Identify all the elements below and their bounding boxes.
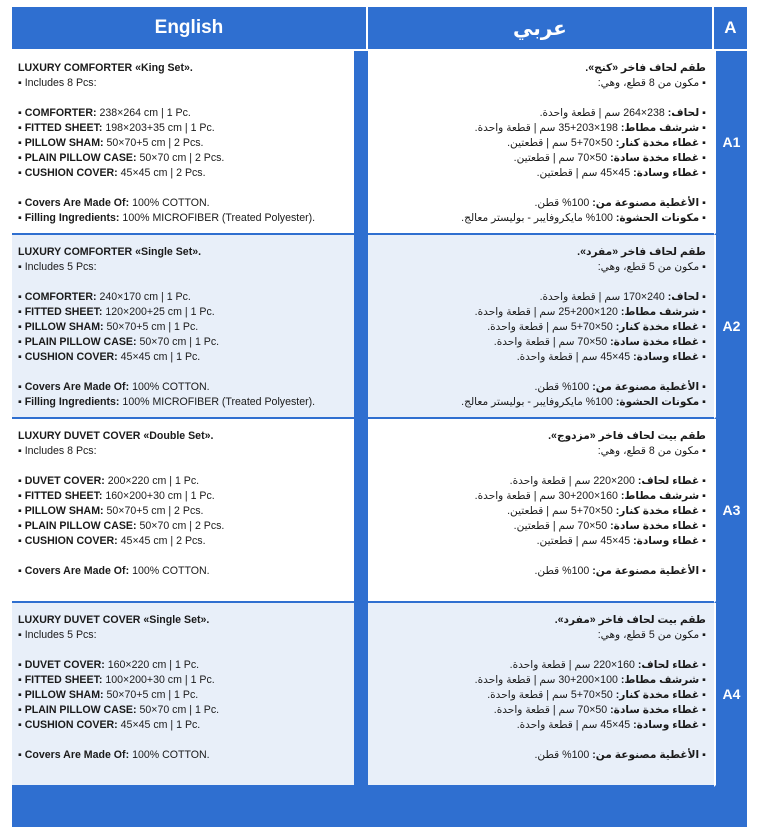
bullet-icon: ▪ xyxy=(18,396,25,408)
material-line xyxy=(374,196,706,211)
item-line xyxy=(374,718,706,733)
bullet-icon: ▪ xyxy=(699,261,706,273)
cell-arabic xyxy=(368,419,714,603)
item-label: FITTED SHEET: xyxy=(24,122,103,134)
item-label: غطاء مخدة كنار: xyxy=(615,137,700,149)
item-label: غطاء مخدة سادة: xyxy=(610,704,700,716)
bullet-icon: ▪ xyxy=(18,659,25,671)
bullet-icon: ▪ xyxy=(699,719,706,731)
item-line xyxy=(18,335,348,350)
item-value: 45×45 cm | 2 Pcs. xyxy=(120,167,206,179)
item-line xyxy=(374,534,706,549)
item-value: 100×200+30 سم | قطعة واحدة. xyxy=(474,674,618,686)
item-label: شرشف مطاط: xyxy=(620,490,700,502)
cell-arabic xyxy=(368,51,714,235)
item-label: غطاء مخدة سادة: xyxy=(610,152,700,164)
item-label: لحاف: xyxy=(667,291,700,303)
item-label: PILLOW SHAM: xyxy=(24,505,104,517)
item-label: غطاء مخدة كنار: xyxy=(615,505,700,517)
set-title: LUXURY DUVET COVER «Single Set». xyxy=(18,614,210,626)
includes-line xyxy=(374,444,706,459)
bullet-icon: ▪ xyxy=(699,445,706,457)
item-label: PLAIN PILLOW CASE: xyxy=(24,152,137,164)
item-line xyxy=(374,504,706,519)
spec-table xyxy=(12,7,747,787)
item-label: شرشف مطاط: xyxy=(620,674,700,686)
item-value: 45×45 سم | قطعة واحدة. xyxy=(516,719,631,731)
bullet-icon: ▪ xyxy=(699,152,706,164)
table-row xyxy=(12,51,747,235)
item-value: 200×220 cm | 1 Pc. xyxy=(107,475,200,487)
set-title: طقم بيت لحاف فاخر «مفرد». xyxy=(554,614,706,626)
bullet-icon: ▪ xyxy=(18,520,25,532)
item-value: 50×70+5 cm | 1 Pc. xyxy=(106,689,199,701)
bullet-icon: ▪ xyxy=(699,107,706,119)
item-label: غطاء وسادة: xyxy=(633,351,700,363)
item-label: غطاء مخدة سادة: xyxy=(610,520,700,532)
bullet-icon: ▪ xyxy=(699,749,706,761)
bullet-icon: ▪ xyxy=(699,351,706,363)
item-label: غطاء مخدة سادة: xyxy=(610,336,700,348)
set-title: LUXURY COMFORTER «King Set». xyxy=(18,62,193,74)
item-value: 45×45 cm | 1 Pc. xyxy=(120,351,201,363)
item-value: 50×70+5 سم | قطعة واحدة. xyxy=(487,321,613,333)
item-label: شرشف مطاط: xyxy=(620,306,700,318)
bullet-icon: ▪ xyxy=(699,535,706,547)
includes-text: مكون من 8 قطع، وهي: xyxy=(597,77,700,89)
includes-line xyxy=(374,628,706,643)
cell-english xyxy=(12,235,368,419)
item-label: غطاء وسادة: xyxy=(633,535,700,547)
material-line xyxy=(18,748,348,763)
item-label: PLAIN PILLOW CASE: xyxy=(24,520,137,532)
includes-line xyxy=(18,76,348,91)
material-label: الأغطية مصنوعة من: xyxy=(592,749,700,761)
bullet-icon: ▪ xyxy=(18,535,25,547)
item-value: 50×70 سم | قطعة واحدة. xyxy=(493,336,608,348)
material-value: 100% COTTON. xyxy=(132,749,210,761)
item-line xyxy=(18,320,348,335)
cell-english xyxy=(12,603,368,787)
item-label: COMFORTER: xyxy=(24,291,97,303)
bullet-icon: ▪ xyxy=(18,107,25,119)
bullet-icon: ▪ xyxy=(699,77,706,89)
bullet-icon: ▪ xyxy=(18,381,25,393)
material-label: الأغطية مصنوعة من: xyxy=(592,381,700,393)
item-value: 240×170 سم | قطعة واحدة. xyxy=(539,291,665,303)
item-line xyxy=(18,121,348,136)
bullet-icon: ▪ xyxy=(699,212,706,224)
bullet-icon: ▪ xyxy=(18,475,25,487)
item-line xyxy=(18,718,348,733)
item-line xyxy=(18,106,348,121)
item-value: 120×200+25 cm | 1 Pc. xyxy=(105,306,215,318)
item-label: FITTED SHEET: xyxy=(24,306,103,318)
set-title: طقم لحاف فاخر «مفرد». xyxy=(577,246,706,258)
item-value: 120×200+25 سم | قطعة واحدة. xyxy=(474,306,618,318)
material-line xyxy=(18,564,348,579)
item-line xyxy=(18,658,348,673)
item-line xyxy=(18,350,348,365)
item-label: DUVET COVER: xyxy=(24,659,105,671)
material-line xyxy=(374,380,706,395)
includes-text: Includes 8 Pcs: xyxy=(24,77,97,89)
item-value: 45×45 سم | قطعتين. xyxy=(536,167,631,179)
item-label: CUSHION COVER: xyxy=(24,167,118,179)
bullet-icon: ▪ xyxy=(699,167,706,179)
includes-text: Includes 5 Pcs: xyxy=(24,629,97,641)
item-line xyxy=(374,350,706,365)
item-value: 50×70 سم | قطعتين. xyxy=(513,152,608,164)
set-title: LUXURY DUVET COVER «Double Set». xyxy=(18,430,214,442)
item-label: DUVET COVER: xyxy=(24,475,105,487)
row-id-label: A2 xyxy=(714,235,747,419)
item-value: 50×70+5 cm | 2 Pcs. xyxy=(106,505,204,517)
bullet-icon: ▪ xyxy=(18,336,25,348)
table-row xyxy=(12,419,747,603)
material-label: مكونات الحشوة: xyxy=(615,396,700,408)
item-value: 50×70+5 cm | 2 Pcs. xyxy=(106,137,204,149)
item-line xyxy=(374,688,706,703)
bullet-icon: ▪ xyxy=(699,505,706,517)
includes-text: Includes 8 Pcs: xyxy=(24,445,97,457)
item-line xyxy=(18,489,348,504)
material-label: Covers Are Made Of: xyxy=(24,381,130,393)
set-title: LUXURY COMFORTER «Single Set». xyxy=(18,246,202,258)
bullet-icon: ▪ xyxy=(699,122,706,134)
material-label: Covers Are Made Of: xyxy=(24,749,130,761)
includes-text: مكون من 5 قطع، وهي: xyxy=(597,261,700,273)
item-label: PLAIN PILLOW CASE: xyxy=(24,336,137,348)
item-value: 50×70 cm | 2 Pcs. xyxy=(139,520,225,532)
includes-text: مكون من 8 قطع، وهي: xyxy=(597,445,700,457)
item-line xyxy=(374,121,706,136)
material-value: 100% قطن. xyxy=(534,381,590,393)
item-line xyxy=(374,106,706,121)
includes-line xyxy=(18,260,348,275)
bullet-icon: ▪ xyxy=(699,689,706,701)
bullet-icon: ▪ xyxy=(699,490,706,502)
item-value: 50×70 cm | 1 Pc. xyxy=(139,704,220,716)
item-line xyxy=(374,151,706,166)
bullet-icon: ▪ xyxy=(699,629,706,641)
bullet-icon: ▪ xyxy=(18,77,25,89)
item-value: 160×220 سم | قطعة واحدة. xyxy=(509,659,635,671)
bullet-icon: ▪ xyxy=(699,704,706,716)
item-value: 240×170 cm | 1 Pc. xyxy=(99,291,191,303)
cell-english xyxy=(12,51,368,235)
bullet-icon: ▪ xyxy=(699,336,706,348)
bullet-icon: ▪ xyxy=(18,565,25,577)
item-value: 50×70+5 cm | 1 Pc. xyxy=(106,321,199,333)
item-line xyxy=(374,305,706,320)
item-label: PLAIN PILLOW CASE: xyxy=(24,704,137,716)
material-line xyxy=(18,211,348,226)
item-label: PILLOW SHAM: xyxy=(24,137,104,149)
material-line xyxy=(374,564,706,579)
includes-line xyxy=(374,260,706,275)
item-line xyxy=(374,673,706,688)
material-line xyxy=(374,748,706,763)
item-value: 160×220 cm | 1 Pc. xyxy=(107,659,200,671)
includes-text: مكون من 5 قطع، وهي: xyxy=(597,629,700,641)
material-value: 100% COTTON. xyxy=(132,565,210,577)
material-line xyxy=(18,196,348,211)
item-value: 160×200+30 cm | 1 Pc. xyxy=(105,490,215,502)
cell-arabic xyxy=(368,603,714,787)
bullet-icon: ▪ xyxy=(699,565,706,577)
bullet-icon: ▪ xyxy=(18,122,25,134)
item-label: غطاء وسادة: xyxy=(633,719,700,731)
bullet-icon: ▪ xyxy=(18,749,25,761)
item-line xyxy=(18,688,348,703)
item-value: 45×45 سم | قطعتين. xyxy=(536,535,631,547)
item-line xyxy=(18,474,348,489)
bullet-icon: ▪ xyxy=(18,719,25,731)
bullet-icon: ▪ xyxy=(699,291,706,303)
table-body xyxy=(12,51,747,787)
bullet-icon: ▪ xyxy=(699,321,706,333)
bullet-icon: ▪ xyxy=(699,137,706,149)
item-value: 50×70+5 سم | قطعتين. xyxy=(507,505,613,517)
bullet-icon: ▪ xyxy=(18,321,25,333)
includes-text: Includes 5 Pcs: xyxy=(24,261,97,273)
includes-line xyxy=(18,628,348,643)
item-line xyxy=(18,673,348,688)
item-line xyxy=(374,474,706,489)
material-label: الأغطية مصنوعة من: xyxy=(592,565,700,577)
item-line xyxy=(18,166,348,181)
item-line xyxy=(18,504,348,519)
material-line xyxy=(374,395,706,410)
bullet-icon: ▪ xyxy=(18,197,25,209)
includes-line xyxy=(374,76,706,91)
item-label: COMFORTER: xyxy=(24,107,97,119)
item-label: CUSHION COVER: xyxy=(24,351,118,363)
bullet-icon: ▪ xyxy=(18,167,25,179)
item-line xyxy=(374,519,706,534)
bullet-icon: ▪ xyxy=(18,152,25,164)
cell-arabic xyxy=(368,235,714,419)
material-value: 100% قطن. xyxy=(534,565,590,577)
bullet-icon: ▪ xyxy=(18,445,25,457)
item-line xyxy=(374,335,706,350)
material-value: 100% مايكروفايبر - بوليستر معالج. xyxy=(461,396,613,408)
bullet-icon: ▪ xyxy=(18,137,25,149)
item-value: 100×200+30 cm | 1 Pc. xyxy=(105,674,215,686)
item-label: CUSHION COVER: xyxy=(24,535,118,547)
item-label: غطاء وسادة: xyxy=(633,167,700,179)
bullet-icon: ▪ xyxy=(699,381,706,393)
bullet-icon: ▪ xyxy=(18,306,25,318)
table-footer-band xyxy=(12,794,747,827)
item-label: لحاف: xyxy=(667,107,700,119)
bullet-icon: ▪ xyxy=(18,689,25,701)
bullet-icon: ▪ xyxy=(699,475,706,487)
item-value: 160×200+30 سم | قطعة واحدة. xyxy=(474,490,618,502)
item-value: 200×220 سم | قطعة واحدة. xyxy=(509,475,635,487)
bullet-icon: ▪ xyxy=(699,659,706,671)
item-value: 198×203+35 سم | قطعة واحدة. xyxy=(474,122,618,134)
item-label: PILLOW SHAM: xyxy=(24,689,104,701)
material-line xyxy=(18,380,348,395)
item-line xyxy=(374,136,706,151)
material-line xyxy=(18,395,348,410)
bullet-icon: ▪ xyxy=(699,197,706,209)
bullet-icon: ▪ xyxy=(699,306,706,318)
material-label: Covers Are Made Of: xyxy=(24,197,130,209)
item-value: 50×70+5 سم | قطعة واحدة. xyxy=(487,689,613,701)
item-line xyxy=(18,136,348,151)
item-label: PILLOW SHAM: xyxy=(24,321,104,333)
bullet-icon: ▪ xyxy=(18,704,25,716)
spec-table-frame xyxy=(12,7,747,827)
item-value: 45×45 cm | 2 Pcs. xyxy=(120,535,206,547)
bullet-icon: ▪ xyxy=(18,629,25,641)
column-header-english: English xyxy=(12,7,368,51)
bullet-icon: ▪ xyxy=(18,261,25,273)
material-label: مكونات الحشوة: xyxy=(615,212,700,224)
item-line xyxy=(374,658,706,673)
item-label: FITTED SHEET: xyxy=(24,674,103,686)
bullet-icon: ▪ xyxy=(18,351,25,363)
row-id-label: A3 xyxy=(714,419,747,603)
bullet-icon: ▪ xyxy=(18,291,25,303)
item-line xyxy=(18,151,348,166)
bullet-icon: ▪ xyxy=(18,505,25,517)
item-label: غطاء مخدة كنار: xyxy=(615,321,700,333)
table-row xyxy=(12,235,747,419)
item-line xyxy=(374,290,706,305)
item-value: 238×264 cm | 1 Pc. xyxy=(99,107,191,119)
item-label: غطاء لحاف: xyxy=(637,475,700,487)
item-line xyxy=(18,290,348,305)
item-value: 50×70+5 سم | قطعتين. xyxy=(507,137,613,149)
set-title: طقم لحاف فاخر «كنج». xyxy=(585,62,706,74)
item-value: 50×70 سم | قطعتين. xyxy=(513,520,608,532)
item-value: 50×70 cm | 1 Pc. xyxy=(139,336,220,348)
material-value: 100% COTTON. xyxy=(132,197,210,209)
includes-line xyxy=(18,444,348,459)
bullet-icon: ▪ xyxy=(699,520,706,532)
item-label: غطاء لحاف: xyxy=(637,659,700,671)
bullet-icon: ▪ xyxy=(18,212,25,224)
item-line xyxy=(18,305,348,320)
item-label: غطاء مخدة كنار: xyxy=(615,689,700,701)
bullet-icon: ▪ xyxy=(18,674,25,686)
material-label: الأغطية مصنوعة من: xyxy=(592,197,700,209)
item-label: CUSHION COVER: xyxy=(24,719,118,731)
item-label: FITTED SHEET: xyxy=(24,490,103,502)
material-label: Covers Are Made Of: xyxy=(24,565,130,577)
bullet-icon: ▪ xyxy=(699,674,706,686)
material-value: 100% قطن. xyxy=(534,749,590,761)
item-value: 238×264 سم | قطعة واحدة. xyxy=(539,107,665,119)
material-line xyxy=(374,211,706,226)
cell-english xyxy=(12,419,368,603)
item-line xyxy=(374,489,706,504)
item-value: 50×70 cm | 2 Pcs. xyxy=(139,152,225,164)
item-value: 198×203+35 cm | 1 Pc. xyxy=(105,122,215,134)
row-id-label: A1 xyxy=(714,51,747,235)
table-row xyxy=(12,603,747,787)
item-line xyxy=(18,519,348,534)
material-label: Filling Ingredients: xyxy=(24,212,120,224)
bullet-icon: ▪ xyxy=(18,490,25,502)
item-label: شرشف مطاط: xyxy=(620,122,700,134)
item-line xyxy=(18,703,348,718)
material-value: 100% قطن. xyxy=(534,197,590,209)
item-value: 45×45 cm | 1 Pc. xyxy=(120,719,201,731)
item-line xyxy=(374,166,706,181)
bullet-icon: ▪ xyxy=(699,396,706,408)
item-value: 50×70 سم | قطعة واحدة. xyxy=(493,704,608,716)
column-header-id: A xyxy=(714,7,747,51)
set-title: طقم بيت لحاف فاخر «مزدوج». xyxy=(548,430,706,442)
item-line xyxy=(374,703,706,718)
material-label: Filling Ingredients: xyxy=(24,396,120,408)
item-line xyxy=(18,534,348,549)
material-value: 100% COTTON. xyxy=(132,381,210,393)
material-value: 100% مايكروفايبر - بوليستر معالج. xyxy=(461,212,613,224)
item-line xyxy=(374,320,706,335)
item-value: 45×45 سم | قطعة واحدة. xyxy=(516,351,631,363)
material-value: 100% MICROFIBER (Treated Polyester). xyxy=(122,396,316,408)
column-header-arabic: عربي xyxy=(368,7,714,51)
material-value: 100% MICROFIBER (Treated Polyester). xyxy=(122,212,316,224)
row-id-label: A4 xyxy=(714,603,747,787)
